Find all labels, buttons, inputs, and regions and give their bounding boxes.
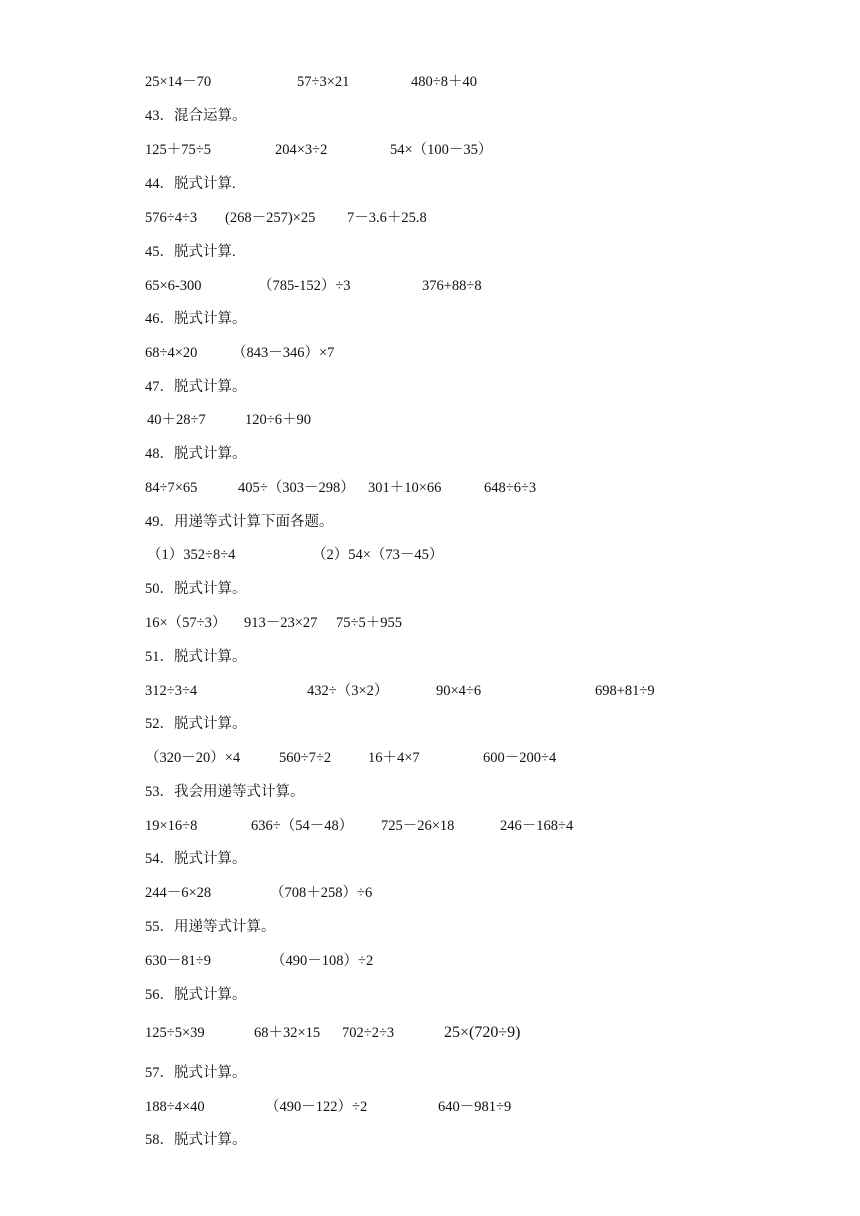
question-heading: 58．脱式计算。	[145, 1132, 247, 1148]
expression-item: （1）352÷8÷4	[147, 547, 236, 563]
expression-item: （2）54×（73－45）	[312, 547, 444, 563]
expression-item: 25×(720÷9)	[444, 1024, 521, 1041]
expression-item: 90×4÷6	[436, 683, 482, 699]
expression-item: 40＋28÷7	[147, 412, 206, 428]
question-heading: 57．脱式计算。	[145, 1065, 247, 1081]
expression-item: （320－20）×4	[145, 750, 241, 766]
expression-item: 16＋4×7	[368, 750, 420, 766]
expression-item: （490－108）÷2	[271, 953, 374, 969]
expression-item: 432÷（3×2）	[307, 683, 389, 699]
expression-item: 636÷（54－48）	[251, 818, 354, 834]
expression-item: 204×3÷2	[275, 142, 328, 158]
expression-item: 7－3.6＋25.8	[347, 210, 427, 226]
expression-item: （708＋258）÷6	[270, 885, 373, 901]
question-heading: 54．脱式计算。	[145, 851, 247, 867]
question-heading: 46．脱式计算。	[145, 311, 247, 327]
expression-item: 630－81÷9	[145, 953, 211, 969]
expression-item: (268－257)×25	[225, 210, 316, 226]
expression-item: 376+88÷8	[422, 278, 482, 294]
expression-item: 57÷3×21	[297, 74, 350, 90]
question-heading: 51．脱式计算。	[145, 649, 247, 665]
expression-item: 75÷5＋955	[336, 615, 402, 631]
expression-item: 698+81÷9	[595, 683, 655, 699]
expression-item: 19×16÷8	[145, 818, 198, 834]
expression-item: 600－200÷4	[483, 750, 557, 766]
question-heading: 44．脱式计算.	[145, 176, 236, 192]
expression-item: 560÷7÷2	[279, 750, 332, 766]
question-heading: 55．用递等式计算。	[145, 919, 276, 935]
question-heading: 56．脱式计算。	[145, 987, 247, 1003]
expression-item: （843－346）×7	[232, 345, 335, 361]
expression-item: 125÷5×39	[145, 1025, 205, 1041]
expression-item: 725－26×18	[381, 818, 455, 834]
expression-item: 84÷7×65	[145, 480, 198, 496]
expression-item: 640－981÷9	[438, 1099, 512, 1115]
expression-item: 54×（100－35）	[390, 142, 493, 158]
question-heading: 47．脱式计算。	[145, 379, 247, 395]
expression-item: 25×14－70	[145, 74, 212, 90]
question-heading: 49．用递等式计算下面各题。	[145, 514, 334, 530]
expression-item: （490－122）÷2	[265, 1099, 368, 1115]
question-heading: 53．我会用递等式计算。	[145, 784, 305, 800]
expression-item: 405÷（303－298）	[238, 480, 355, 496]
expression-item: 188÷4×40	[145, 1099, 205, 1115]
expression-item: 648÷6÷3	[484, 480, 537, 496]
expression-item: 16×（57÷3）	[145, 615, 227, 631]
expression-item: 913－23×27	[244, 615, 318, 631]
question-heading: 48．脱式计算。	[145, 446, 247, 462]
expression-item: 65×6-300	[145, 278, 202, 294]
expression-item: 702÷2÷3	[342, 1025, 395, 1041]
expression-item: 312÷3÷4	[145, 683, 198, 699]
expression-item: 68＋32×15	[254, 1025, 321, 1041]
expression-item: 125＋75÷5	[145, 142, 211, 158]
expression-item: 68÷4×20	[145, 345, 198, 361]
expression-item: 246－168÷4	[500, 818, 574, 834]
expression-item: 301＋10×66	[368, 480, 442, 496]
question-heading: 43．混合运算。	[145, 108, 247, 124]
question-heading: 52．脱式计算。	[145, 716, 247, 732]
expression-item: 120÷6＋90	[245, 412, 311, 428]
question-heading: 45．脱式计算.	[145, 244, 236, 260]
expression-item: 576÷4÷3	[145, 210, 198, 226]
question-heading: 50．脱式计算。	[145, 581, 247, 597]
expression-item: （785-152）÷3	[258, 278, 351, 294]
expression-item: 480÷8＋40	[411, 74, 477, 90]
expression-item: 244－6×28	[145, 885, 212, 901]
